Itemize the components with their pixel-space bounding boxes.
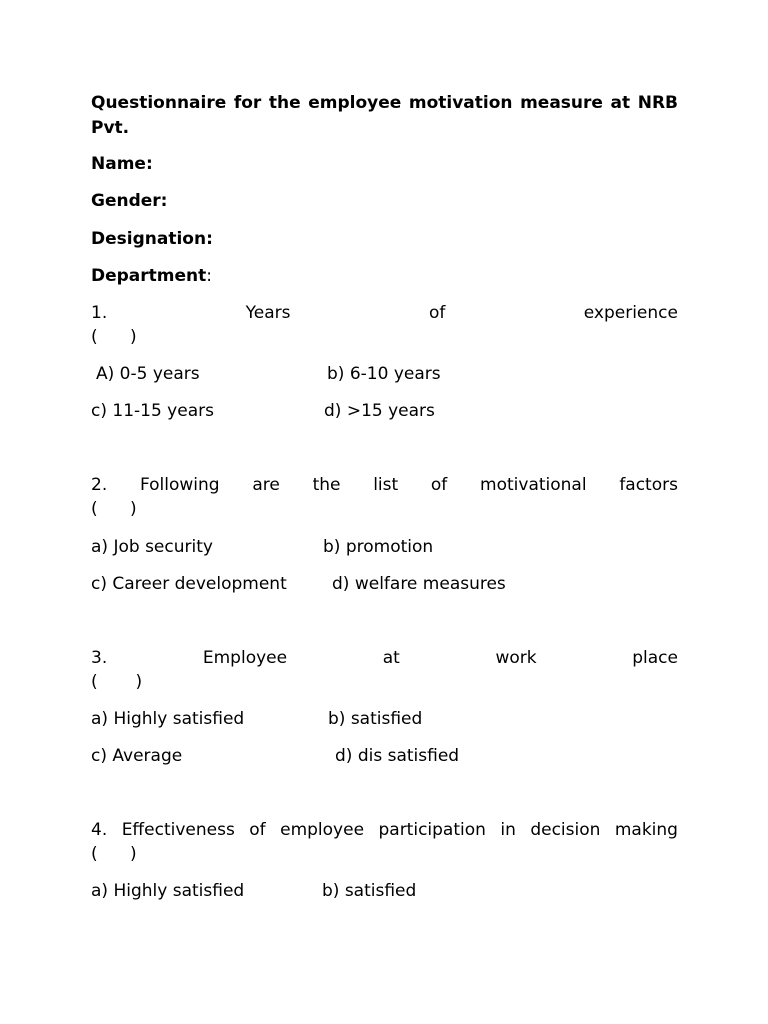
question-1-answer-blank: ( ) [91, 327, 137, 347]
question-1-option-d: d) >15 years [324, 401, 435, 421]
question-2-word: are [252, 475, 280, 495]
question-1-word: of [428, 303, 446, 323]
question-4-word: Effectiveness [121, 820, 235, 840]
question-2-option-c: c) Career development [91, 574, 287, 594]
question-3-option-c: c) Average [91, 746, 183, 766]
question-4-word: in [500, 820, 516, 840]
question-1-option-a: A) 0-5 years [96, 364, 200, 384]
designation-field-label: Designation: [91, 229, 213, 249]
question-2-option-b: b) promotion [323, 537, 434, 557]
question-3-word: work [495, 648, 537, 668]
question-1 [91, 301, 678, 325]
question-3-answer-blank: ( ) [91, 672, 143, 692]
question-1-word: Years [245, 303, 291, 323]
question-2-word: 2. [91, 475, 108, 495]
question-2-word: list [373, 475, 399, 495]
question-3-option-b: b) satisfied [328, 709, 423, 729]
question-3-option-d: d) dis satisfied [335, 746, 460, 766]
question-4-word: of [249, 820, 266, 840]
question-3-word: at [382, 648, 400, 668]
question-3-word: place [632, 648, 678, 668]
question-3 [91, 646, 678, 670]
department-field [91, 264, 678, 288]
question-1-option-c: c) 11-15 years [91, 401, 214, 421]
department-field-label: Department [91, 266, 207, 286]
question-2-answer-blank: ( ) [91, 499, 137, 519]
question-2-word: Following [139, 475, 220, 495]
department-field-colon: : [206, 266, 212, 286]
question-4-word: making [614, 820, 678, 840]
question-3-option-a: a) Highly satisfied [91, 709, 245, 729]
question-4-word: participation [378, 820, 486, 840]
gender-field-label: Gender: [91, 191, 168, 211]
document-title: Questionnaire for the employee motivation measure at NRB Pvt. [91, 93, 678, 138]
question-3-word: 3. [91, 648, 108, 668]
name-field-label: Name: [91, 154, 153, 174]
question-1-word: 1. [91, 303, 108, 323]
question-3-word: Employee [202, 648, 288, 668]
question-4-option-a: a) Highly satisfied [91, 881, 245, 901]
question-2 [91, 473, 678, 497]
question-4 [91, 818, 678, 842]
question-2-word: the [312, 475, 341, 495]
question-2-option-a: a) Job security [91, 537, 213, 557]
question-4-word: decision [530, 820, 601, 840]
question-2-word: factors [619, 475, 678, 495]
question-1-option-b: b) 6-10 years [327, 364, 441, 384]
question-2-option-d: d) welfare measures [332, 574, 506, 594]
question-1-word: experience [583, 303, 678, 323]
question-2-word: of [430, 475, 448, 495]
question-4-word: employee [280, 820, 365, 840]
question-4-word: 4. [91, 820, 108, 840]
question-4-answer-blank: ( ) [91, 844, 137, 864]
question-4-option-b: b) satisfied [322, 881, 417, 901]
question-2-word: motivational [480, 475, 587, 495]
